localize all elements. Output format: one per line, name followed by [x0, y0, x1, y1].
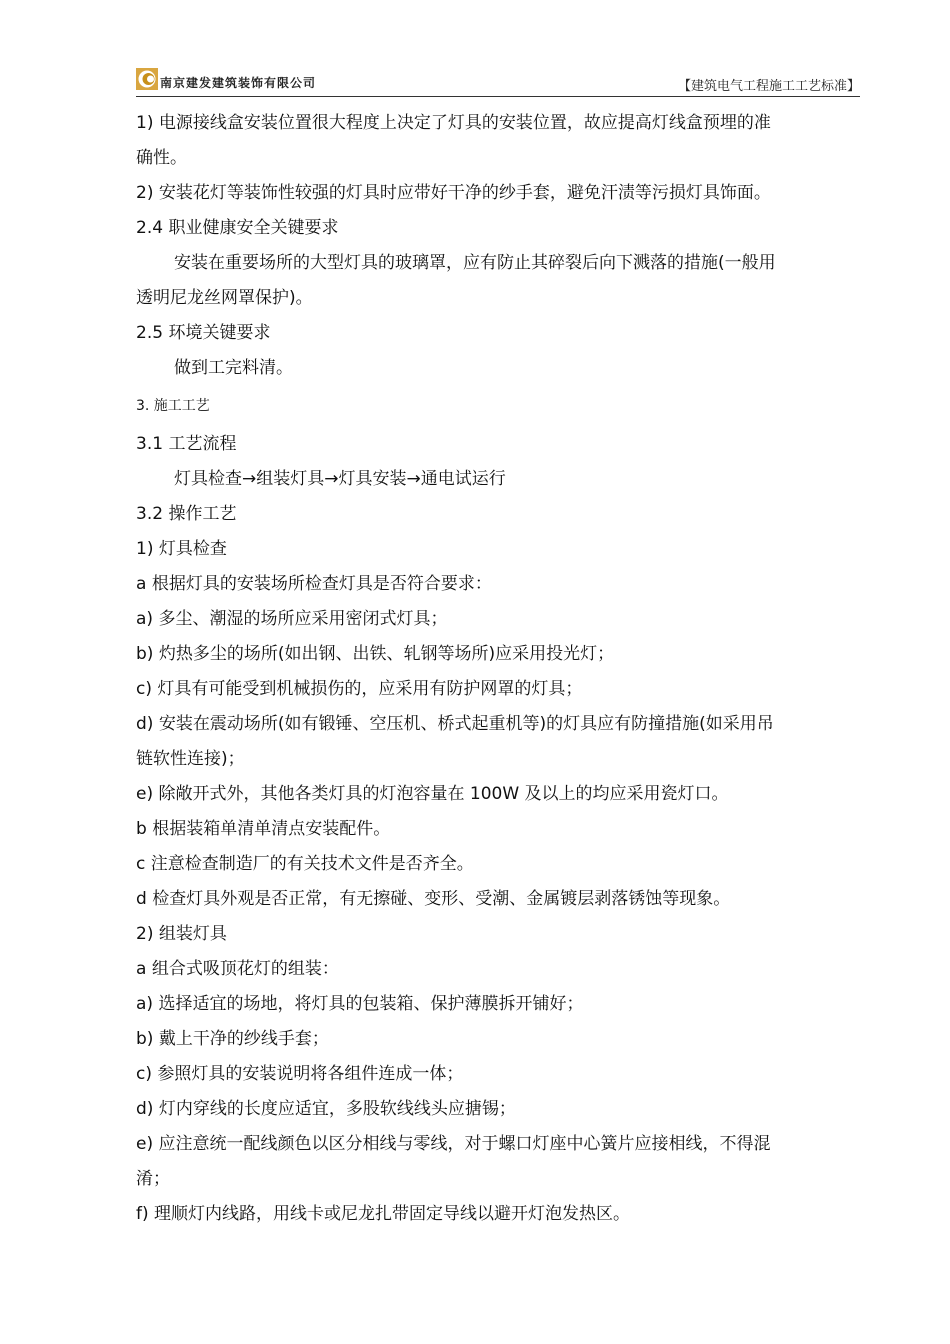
section-heading: 2.4 职业健康安全关键要求 — [136, 218, 339, 238]
section-heading: 3.1 工艺流程 — [136, 434, 237, 454]
paragraph-line: 做到工完料清。 — [174, 358, 293, 378]
list-item: d) 安装在震动场所(如有锻锤、空压机、桥式起重机等)的灯具应有防撞措施(如采用吊 — [136, 714, 774, 734]
list-item: 链软性连接)； — [136, 749, 245, 769]
list-item: d 检查灯具外观是否正常，有无擦碰、变形、受潮、金属镀层剥落锈蚀等现象。 — [136, 889, 731, 909]
list-item: d) 灯内穿线的长度应适宜，多股软线线头应搪锡； — [136, 1099, 516, 1119]
list-item: a) 选择适宜的场地，将灯具的包装箱、保护薄膜拆开铺好； — [136, 994, 584, 1014]
paragraph-line: 透明尼龙丝网罩保护)。 — [136, 288, 313, 308]
list-item: b) 灼热多尘的场所(如出钢、出铁、轧钢等场所)应采用投光灯； — [136, 644, 615, 664]
page-header — [136, 66, 860, 98]
list-item: c) 参照灯具的安装说明将各组件连成一体； — [136, 1064, 464, 1084]
process-flow: 灯具检查→组装灯具→灯具安装→通电试运行 — [174, 469, 506, 489]
list-item: e) 除敞开式外，其他各类灯具的灯泡容量在 100W 及以上的均应采用瓷灯口。 — [136, 784, 729, 804]
paragraph-line: 确性。 — [136, 148, 187, 168]
header-divider — [136, 96, 860, 97]
subsection-heading: 1) 灯具检查 — [136, 539, 227, 559]
list-item: b 根据装箱单清单清点安装配件。 — [136, 819, 391, 839]
list-item: a 根据灯具的安装场所检查灯具是否符合要求： — [136, 574, 492, 594]
document-body — [136, 106, 860, 1232]
chapter-heading: 3. 施工工艺 — [136, 398, 210, 414]
paragraph-line: 1) 电源接线盒安装位置很大程度上决定了灯具的安装位置，故应提高灯线盒预埋的准 — [136, 113, 771, 133]
list-item: c) 灯具有可能受到机械损伤的，应采用有防护网罩的灯具； — [136, 679, 583, 699]
list-item: e) 应注意统一配线颜色以区分相线与零线，对于螺口灯座中心簧片应接相线，不得混 — [136, 1134, 771, 1154]
list-item: a) 多尘、潮湿的场所应采用密闭式灯具； — [136, 609, 448, 629]
list-item: c 注意检查制造厂的有关技术文件是否齐全。 — [136, 854, 474, 874]
company-name: 南京建发建筑装饰有限公司 — [160, 76, 317, 90]
subsection-heading: 2) 组装灯具 — [136, 924, 227, 944]
paragraph-line: 安装在重要场所的大型灯具的玻璃罩，应有防止其碎裂后向下溅落的措施(一般用 — [174, 253, 776, 273]
section-heading: 2.5 环境关键要求 — [136, 323, 271, 343]
list-item: a 组合式吸顶花灯的组装： — [136, 959, 339, 979]
list-item: b) 戴上干净的纱线手套； — [136, 1029, 329, 1049]
list-item: f) 理顺灯内线路，用线卡或尼龙扎带固定导线以避开灯泡发热区。 — [136, 1204, 631, 1224]
document-title: 【建筑电气工程施工工艺标准】 — [677, 79, 860, 94]
list-item: 淆； — [136, 1169, 170, 1189]
section-heading: 3.2 操作工艺 — [136, 504, 237, 524]
paragraph-line: 2) 安装花灯等装饰性较强的灯具时应带好干净的纱手套，避免汗渍等污损灯具饰面。 — [136, 183, 771, 203]
company-logo-icon — [136, 68, 158, 90]
